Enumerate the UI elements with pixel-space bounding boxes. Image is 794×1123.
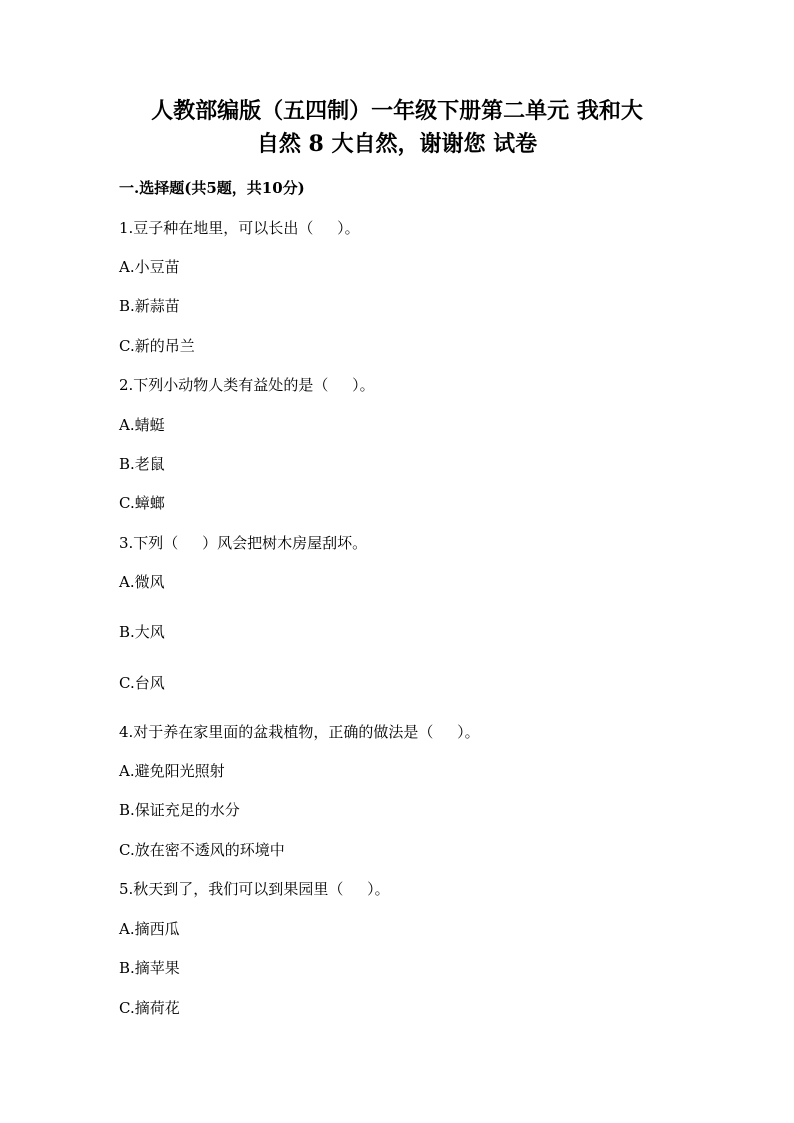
question-5-option-c: C.摘荷花 [119,999,180,1017]
question-2-stem: 2.下列小动物人类有益处的是（ ）。 [119,376,375,394]
question-5-option-b: B.摘苹果 [119,959,180,977]
question-1-option-c: C.新的吊兰 [119,337,195,355]
question-4-option-a: A.避免阳光照射 [119,762,225,780]
question-3-option-a: A.微风 [119,573,165,591]
section-heading: 一.选择题(共5题，共10分) [119,179,305,197]
question-2-option-a: A.蜻蜓 [119,416,165,434]
question-1-option-a: A.小豆苗 [119,258,180,276]
document-title-line-2: 自然 8 大自然，谢谢您 试卷 [256,131,538,157]
question-3-stem: 3.下列（ ）风会把树木房屋刮坏。 [119,534,368,552]
question-3-option-b: B.大风 [119,623,165,641]
question-5-stem: 5.秋天到了，我们可以到果园里（ ）。 [119,880,390,898]
question-4-stem: 4.对于养在家里面的盆栽植物，正确的做法是（ ）。 [119,723,480,741]
question-2-option-b: B.老鼠 [119,455,165,473]
question-4-option-c: C.放在密不透风的环境中 [119,841,285,859]
question-4-option-b: B.保证充足的水分 [119,801,240,819]
question-1-stem: 1.豆子种在地里，可以长出（ ）。 [119,219,360,237]
question-3-option-c: C.台风 [119,674,165,692]
document-title-line-1: 人教部编版（五四制）一年级下册第二单元 我和大 [151,98,643,124]
question-1-option-b: B.新蒜苗 [119,297,180,315]
question-2-option-c: C.蟑螂 [119,494,165,512]
question-5-option-a: A.摘西瓜 [119,920,180,938]
